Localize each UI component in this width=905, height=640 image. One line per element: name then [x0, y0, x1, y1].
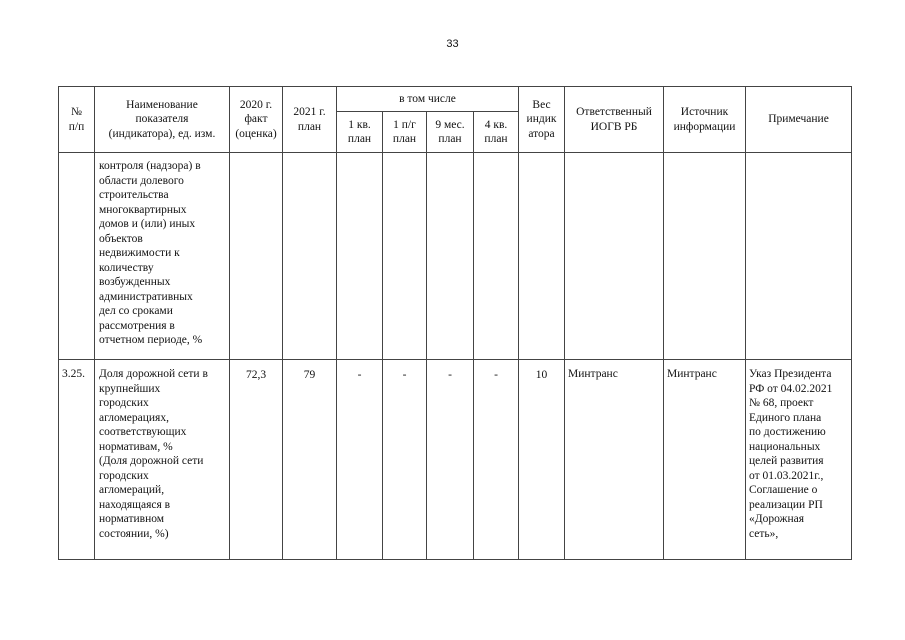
col-header-9m: 9 мес. план [427, 112, 474, 153]
row-num [59, 153, 95, 360]
header-row-1 [59, 87, 852, 112]
table-row [59, 153, 852, 360]
row-plan-2021: 79 [283, 360, 337, 560]
row-num: 3.25. [59, 360, 95, 560]
col-header-note: Примечание [746, 87, 852, 153]
col-header-weight: Вес индик атора [519, 87, 565, 153]
row-fact-2020: 72,3 [230, 360, 283, 560]
row-9m: - [427, 360, 474, 560]
page-number: 33 [446, 38, 459, 50]
row-plan-2021 [283, 153, 337, 360]
row-h1 [383, 153, 427, 360]
col-header-responsible: Ответственный ИОГВ РБ [565, 87, 664, 153]
row-weight: 10 [519, 360, 565, 560]
table-row [59, 360, 852, 560]
row-weight [519, 153, 565, 360]
row-q4: - [474, 360, 519, 560]
row-name: контроля (надзора) в области долевого строительства многоквартирных домов и (или) иных объектов недвижимости к количеству возбужденных административных дел со сроками рассмотрения в отчетном периоде, % [95, 153, 230, 360]
row-q1: - [337, 360, 383, 560]
row-name: Доля дорожной сети в крупнейших городских агломерациях, соответствующих нормативам, % (Доля дорожной сети городских агломераций, находящаяся в нормативном состоянии, %) [95, 360, 230, 560]
col-header-h1: 1 п/г план [383, 112, 427, 153]
col-header-q1: 1 кв. план [337, 112, 383, 153]
col-header-q4: 4 кв. план [474, 112, 519, 153]
row-source [664, 153, 746, 360]
col-header-plan-2021: 2021 г. план [283, 87, 337, 153]
row-note [746, 153, 852, 360]
row-h1: - [383, 360, 427, 560]
col-header-fact-2020: 2020 г. факт (оценка) [230, 87, 283, 153]
row-fact-2020 [230, 153, 283, 360]
col-header-source: Источник информации [664, 87, 746, 153]
row-q4 [474, 153, 519, 360]
col-header-including: в том числе [337, 87, 519, 112]
row-note: Указ Президента РФ от 04.02.2021 № 68, проект Единого плана по достижению национальных целей развития от 01.03.2021г., Соглашение о реализации РП «Дорожная сеть», [746, 360, 852, 560]
row-source: Минтранс [664, 360, 746, 560]
row-responsible: Минтранс [565, 360, 664, 560]
row-responsible [565, 153, 664, 360]
row-q1 [337, 153, 383, 360]
row-9m [427, 153, 474, 360]
indicators-table [58, 86, 852, 560]
col-header-name: Наименование показателя (индикатора), ед. изм. [95, 87, 230, 153]
col-header-num: № п/п [59, 87, 95, 153]
